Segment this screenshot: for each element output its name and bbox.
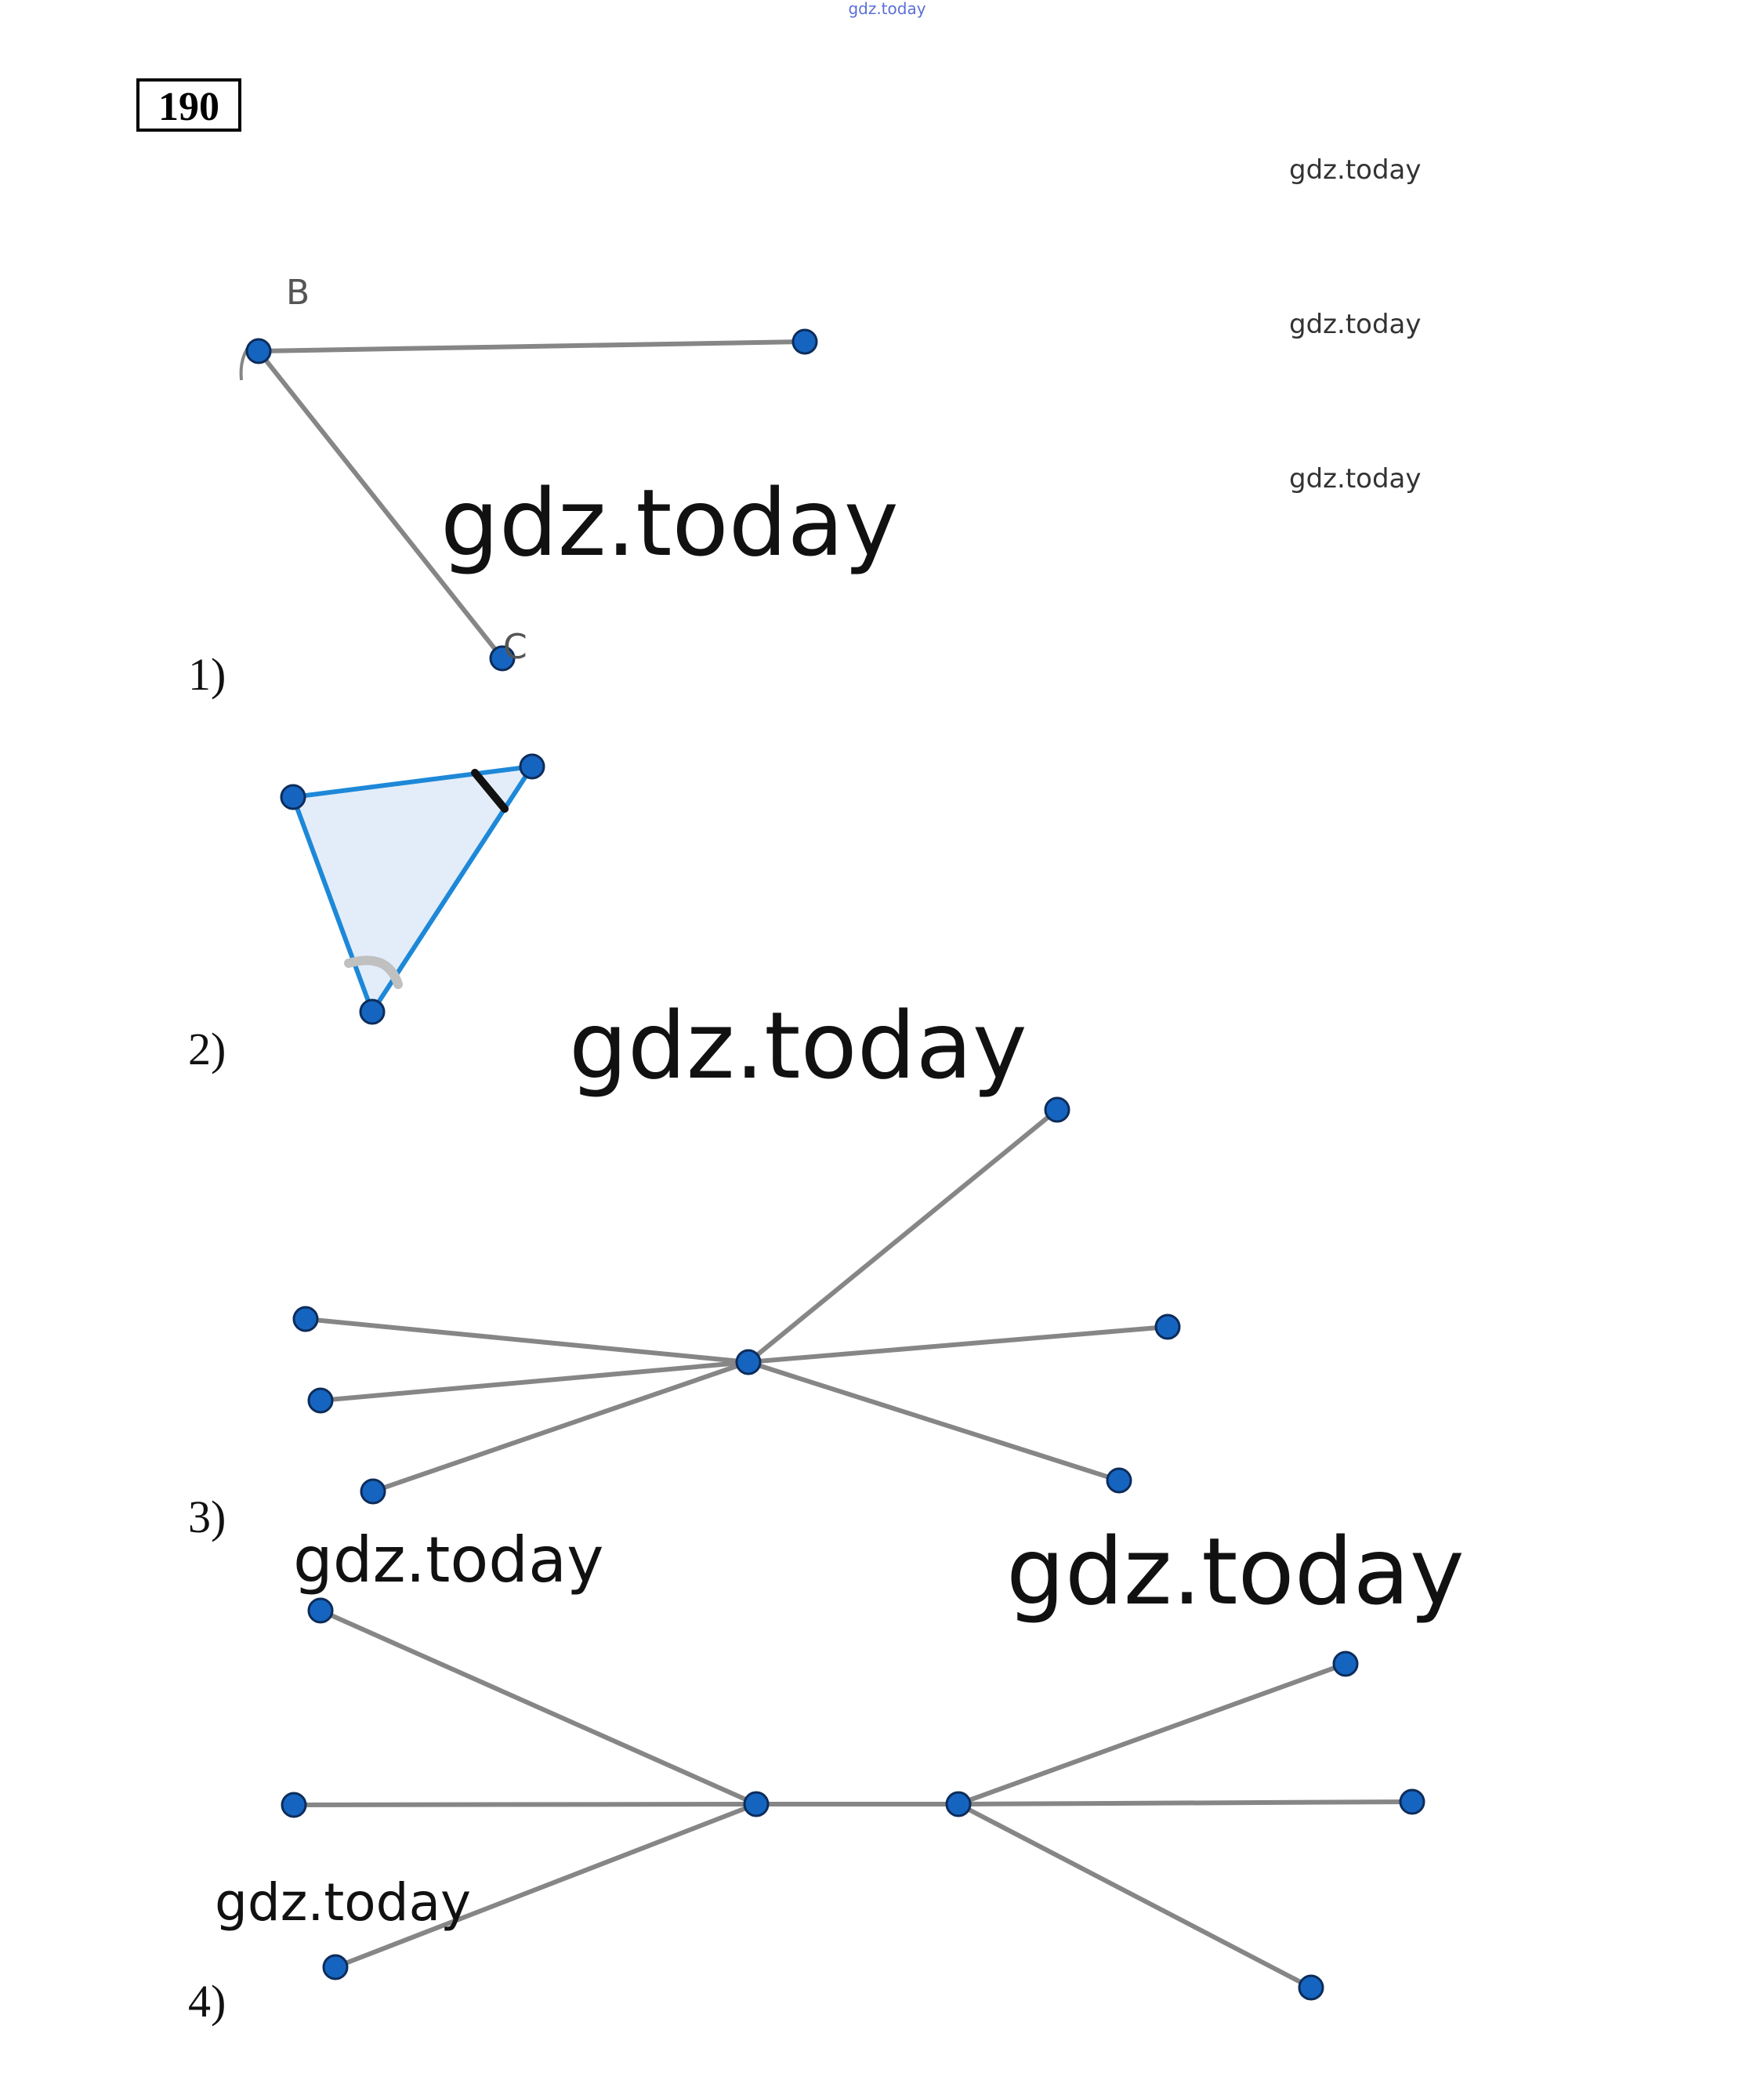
ray-upper-right <box>748 1110 1057 1362</box>
edge-right-lower <box>958 1804 1311 1988</box>
triangle-vertex-bottom <box>360 1000 384 1024</box>
point-b <box>247 339 270 363</box>
leaf-right-middle <box>1400 1790 1424 1814</box>
watermark-large-3: gdz.today <box>1006 1517 1465 1625</box>
ray-lower-right <box>748 1362 1119 1480</box>
ray-left <box>321 1362 748 1401</box>
problem-number: 190 <box>158 85 219 129</box>
leaf-left-lower <box>324 1955 347 1979</box>
endpoint-upper-left <box>294 1307 317 1331</box>
watermark-small-3: gdz.today <box>1289 463 1422 495</box>
ray-upper-left <box>306 1319 748 1362</box>
hub-right <box>947 1792 970 1816</box>
triangle-vertex-right <box>520 755 544 778</box>
problem-number-box <box>138 80 240 130</box>
endpoint-right <box>1156 1315 1179 1339</box>
edge-left-upper <box>321 1611 756 1804</box>
point-right-end <box>793 330 817 353</box>
segment-b-right <box>259 342 805 351</box>
watermark-small-1: gdz.today <box>1289 154 1422 186</box>
hub-left <box>744 1792 768 1816</box>
watermark-top: gdz.today <box>848 0 926 18</box>
ray-right <box>748 1327 1168 1362</box>
watermark-medium-2: gdz.today <box>215 1872 472 1933</box>
leaf-left-middle <box>282 1793 306 1817</box>
ray-lower-left <box>373 1362 748 1491</box>
endpoint-upper-right <box>1045 1098 1069 1122</box>
watermark-large-1: gdz.today <box>440 469 899 577</box>
part-1-label: 1) <box>188 649 226 700</box>
edge-left-middle <box>294 1804 756 1805</box>
endpoint-lower-left <box>361 1480 385 1503</box>
edge-right-upper <box>958 1664 1346 1804</box>
leaf-right-upper <box>1334 1652 1357 1676</box>
leaf-right-lower <box>1299 1976 1323 1999</box>
edge-right-middle <box>958 1802 1412 1804</box>
label-b: B <box>286 273 310 313</box>
part-2-label: 2) <box>188 1024 226 1074</box>
watermark-medium-1: gdz.today <box>293 1524 604 1596</box>
part-3-star <box>294 1098 1179 1503</box>
center-point <box>737 1350 760 1374</box>
triangle-vertex-left <box>281 785 305 809</box>
part-3-label: 3) <box>188 1491 226 1542</box>
label-c: C <box>503 627 527 667</box>
watermark-small-2: gdz.today <box>1289 309 1422 340</box>
endpoint-lower-right <box>1107 1469 1131 1492</box>
part-2-triangle <box>281 755 544 1024</box>
part-4-double-star <box>282 1599 1424 1999</box>
watermark-large-2: gdz.today <box>569 991 1027 1100</box>
endpoint-left <box>309 1389 332 1412</box>
leaf-left-upper <box>309 1599 332 1622</box>
part-4-label: 4) <box>188 1976 226 2027</box>
